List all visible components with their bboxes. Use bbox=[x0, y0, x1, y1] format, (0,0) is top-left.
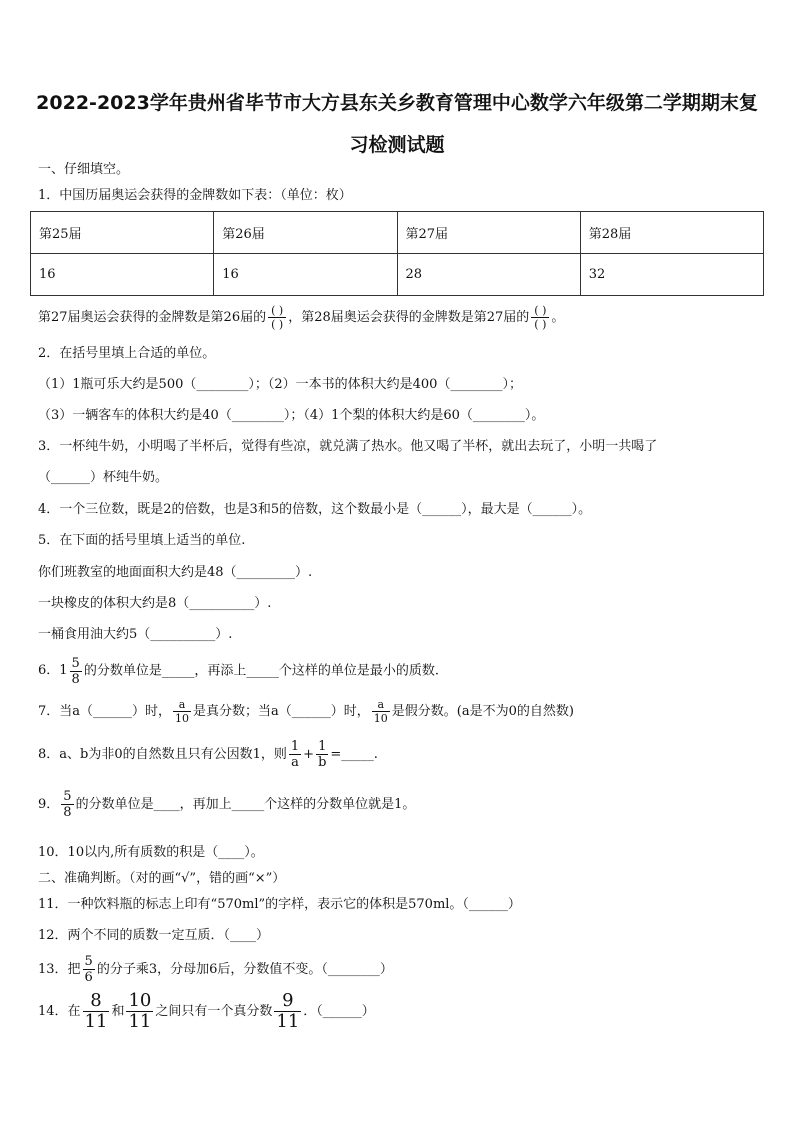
denominator: a bbox=[291, 755, 299, 770]
blank-denominator: ( ) bbox=[531, 317, 549, 331]
q8-result: =_____. bbox=[330, 747, 378, 762]
q7-text-a: 7．当a（______）时， bbox=[38, 704, 172, 719]
denominator: 10 bbox=[373, 712, 388, 725]
table-header-cell: 第27届 bbox=[397, 212, 580, 254]
denominator: 11 bbox=[276, 1011, 300, 1032]
blank-denominator: ( ) bbox=[268, 317, 286, 331]
q6-prefix: 6．1 bbox=[38, 663, 68, 678]
denominator: 10 bbox=[175, 712, 190, 725]
q14-answer-blank: ．（______） bbox=[303, 1004, 375, 1019]
q14-prefix: 14．在 bbox=[38, 1004, 81, 1019]
question-3-line-1: 3．一杯纯牛奶，小明喝了半杯后，觉得有些凉，就兑满了热水。他又喝了半杯，就出去玩了，小明一共喝了 bbox=[38, 439, 658, 454]
blank-fraction[interactable] bbox=[268, 304, 286, 331]
q1-end-mark: 。 bbox=[551, 310, 565, 325]
blank-numerator: ( ) bbox=[271, 304, 284, 317]
question-11: 11．一种饮料瓶的标志上印有“570ml”的字样，表示它的体积是570ml。（______） bbox=[38, 897, 521, 912]
numerator: 10 bbox=[128, 990, 152, 1011]
section-1-heading: 一、仔细填空。 bbox=[38, 162, 130, 177]
question-7 bbox=[38, 695, 574, 729]
denominator: 8 bbox=[71, 671, 80, 687]
section-2-heading: 二、准确判断。（对的画“√”，错的画“×”） bbox=[38, 871, 286, 886]
q13-prefix: 13．把 bbox=[38, 962, 81, 977]
table-cell: 28 bbox=[397, 254, 580, 296]
plus-sign: + bbox=[303, 747, 315, 762]
question-4: 4．一个三位数，既是2的倍数，也是3和5的倍数，这个数最小是（______），最大是（______）。 bbox=[38, 502, 592, 517]
q9-prefix: 9． bbox=[38, 797, 60, 812]
q8-text: 8．a、b为非0的自然数且只有公因数1，则 bbox=[38, 747, 287, 762]
question-12: 12．两个不同的质数一定互质．（____） bbox=[38, 928, 270, 943]
fraction bbox=[126, 992, 153, 1031]
q13-text: 的分子乘3，分母加6后，分数值不变。（________） bbox=[96, 962, 393, 977]
question-5-line-2: 一块橡皮的体积大约是8（__________）. bbox=[38, 596, 272, 611]
mixed-number bbox=[38, 654, 84, 688]
q6-text: 的分数单位是_____，再添上_____个这样的单位是最小的质数. bbox=[83, 663, 439, 679]
table-cell: 16 bbox=[214, 254, 397, 296]
blank-numerator: ( ) bbox=[534, 304, 547, 317]
fraction bbox=[83, 992, 110, 1031]
table-header-cell: 第28届 bbox=[580, 212, 763, 254]
question-2-line-1: （1）1瓶可乐大约是500（________）；（2）一本书的体积大约是400（________）； bbox=[38, 377, 522, 392]
q1-sub-text-a: 第27届奥运会获得的金牌数是第26届的 bbox=[38, 310, 267, 325]
table-header-row bbox=[31, 212, 764, 254]
question-9 bbox=[38, 788, 415, 822]
numerator: a bbox=[178, 698, 186, 711]
fraction bbox=[70, 657, 82, 686]
denominator: b bbox=[318, 755, 327, 770]
fraction bbox=[83, 955, 95, 984]
question-1-sub bbox=[38, 300, 564, 336]
fraction bbox=[173, 699, 191, 724]
question-13 bbox=[38, 953, 393, 987]
numerator: 8 bbox=[90, 990, 102, 1011]
document-title bbox=[30, 82, 764, 166]
fraction bbox=[274, 992, 301, 1031]
numerator: 5 bbox=[84, 954, 93, 969]
q14-text: 之间只有一个真分数 bbox=[155, 1004, 273, 1019]
numerator: 1 bbox=[290, 739, 300, 754]
q14-and: 和 bbox=[111, 1004, 125, 1019]
numerator: 5 bbox=[71, 655, 80, 671]
question-14 bbox=[38, 992, 375, 1032]
question-2-line-2: （3）一辆客车的体积大约是40（________）；（4）1个梨的体积大约是60（________）。 bbox=[38, 408, 545, 423]
denominator: 11 bbox=[84, 1011, 108, 1032]
question-5-line-1: 你们班教室的地面面积大约是48（_________）. bbox=[38, 565, 313, 580]
q7-text-c: 是假分数。(a是不为0的自然数) bbox=[391, 704, 574, 719]
question-8 bbox=[38, 738, 378, 772]
question-3-line-2: （______）杯纯牛奶。 bbox=[38, 470, 169, 485]
table-row bbox=[31, 254, 764, 296]
question-1: 1．中国历届奥运会获得的金牌数如下表：（单位：枚） bbox=[38, 188, 352, 203]
table-cell: 32 bbox=[580, 254, 763, 296]
medal-table bbox=[30, 211, 764, 296]
numerator: 9 bbox=[282, 990, 294, 1011]
question-6 bbox=[38, 654, 439, 689]
denominator: 6 bbox=[84, 970, 93, 985]
question-5: 5．在下面的括号里填上适当的单位. bbox=[38, 533, 246, 548]
table-header-cell: 第26届 bbox=[214, 212, 397, 254]
numerator: a bbox=[377, 698, 385, 711]
question-5-line-3: 一桶食用油大约5（__________）. bbox=[38, 627, 233, 642]
denominator: 11 bbox=[128, 1011, 152, 1032]
fraction bbox=[61, 790, 73, 819]
title-line-1: 2022-2023学年贵州省毕节市大方县东关乡教育管理中心数学六年级第二学期期末复 bbox=[36, 92, 758, 114]
title-line-2: 习检测试题 bbox=[349, 134, 445, 156]
table-cell: 16 bbox=[31, 254, 214, 296]
question-10: 10．10以内,所有质数的积是（____）。 bbox=[38, 845, 264, 860]
fraction bbox=[289, 740, 301, 769]
question-2: 2．在括号里填上合适的单位。 bbox=[38, 346, 216, 361]
numerator: 1 bbox=[318, 739, 327, 754]
q9-text: 的分数单位是____，再加上_____个这样的分数单位就是1。 bbox=[75, 797, 416, 812]
q7-text-b: 是真分数；当a（______）时， bbox=[193, 704, 370, 719]
numerator: 5 bbox=[63, 789, 72, 804]
blank-fraction[interactable] bbox=[531, 304, 549, 331]
fraction bbox=[372, 699, 390, 724]
q1-sub-text-b: ，第28届奥运会获得的金牌数是第27届的 bbox=[288, 310, 530, 325]
table-header-cell: 第25届 bbox=[31, 212, 214, 254]
denominator: 8 bbox=[63, 805, 72, 820]
fraction bbox=[316, 740, 328, 769]
